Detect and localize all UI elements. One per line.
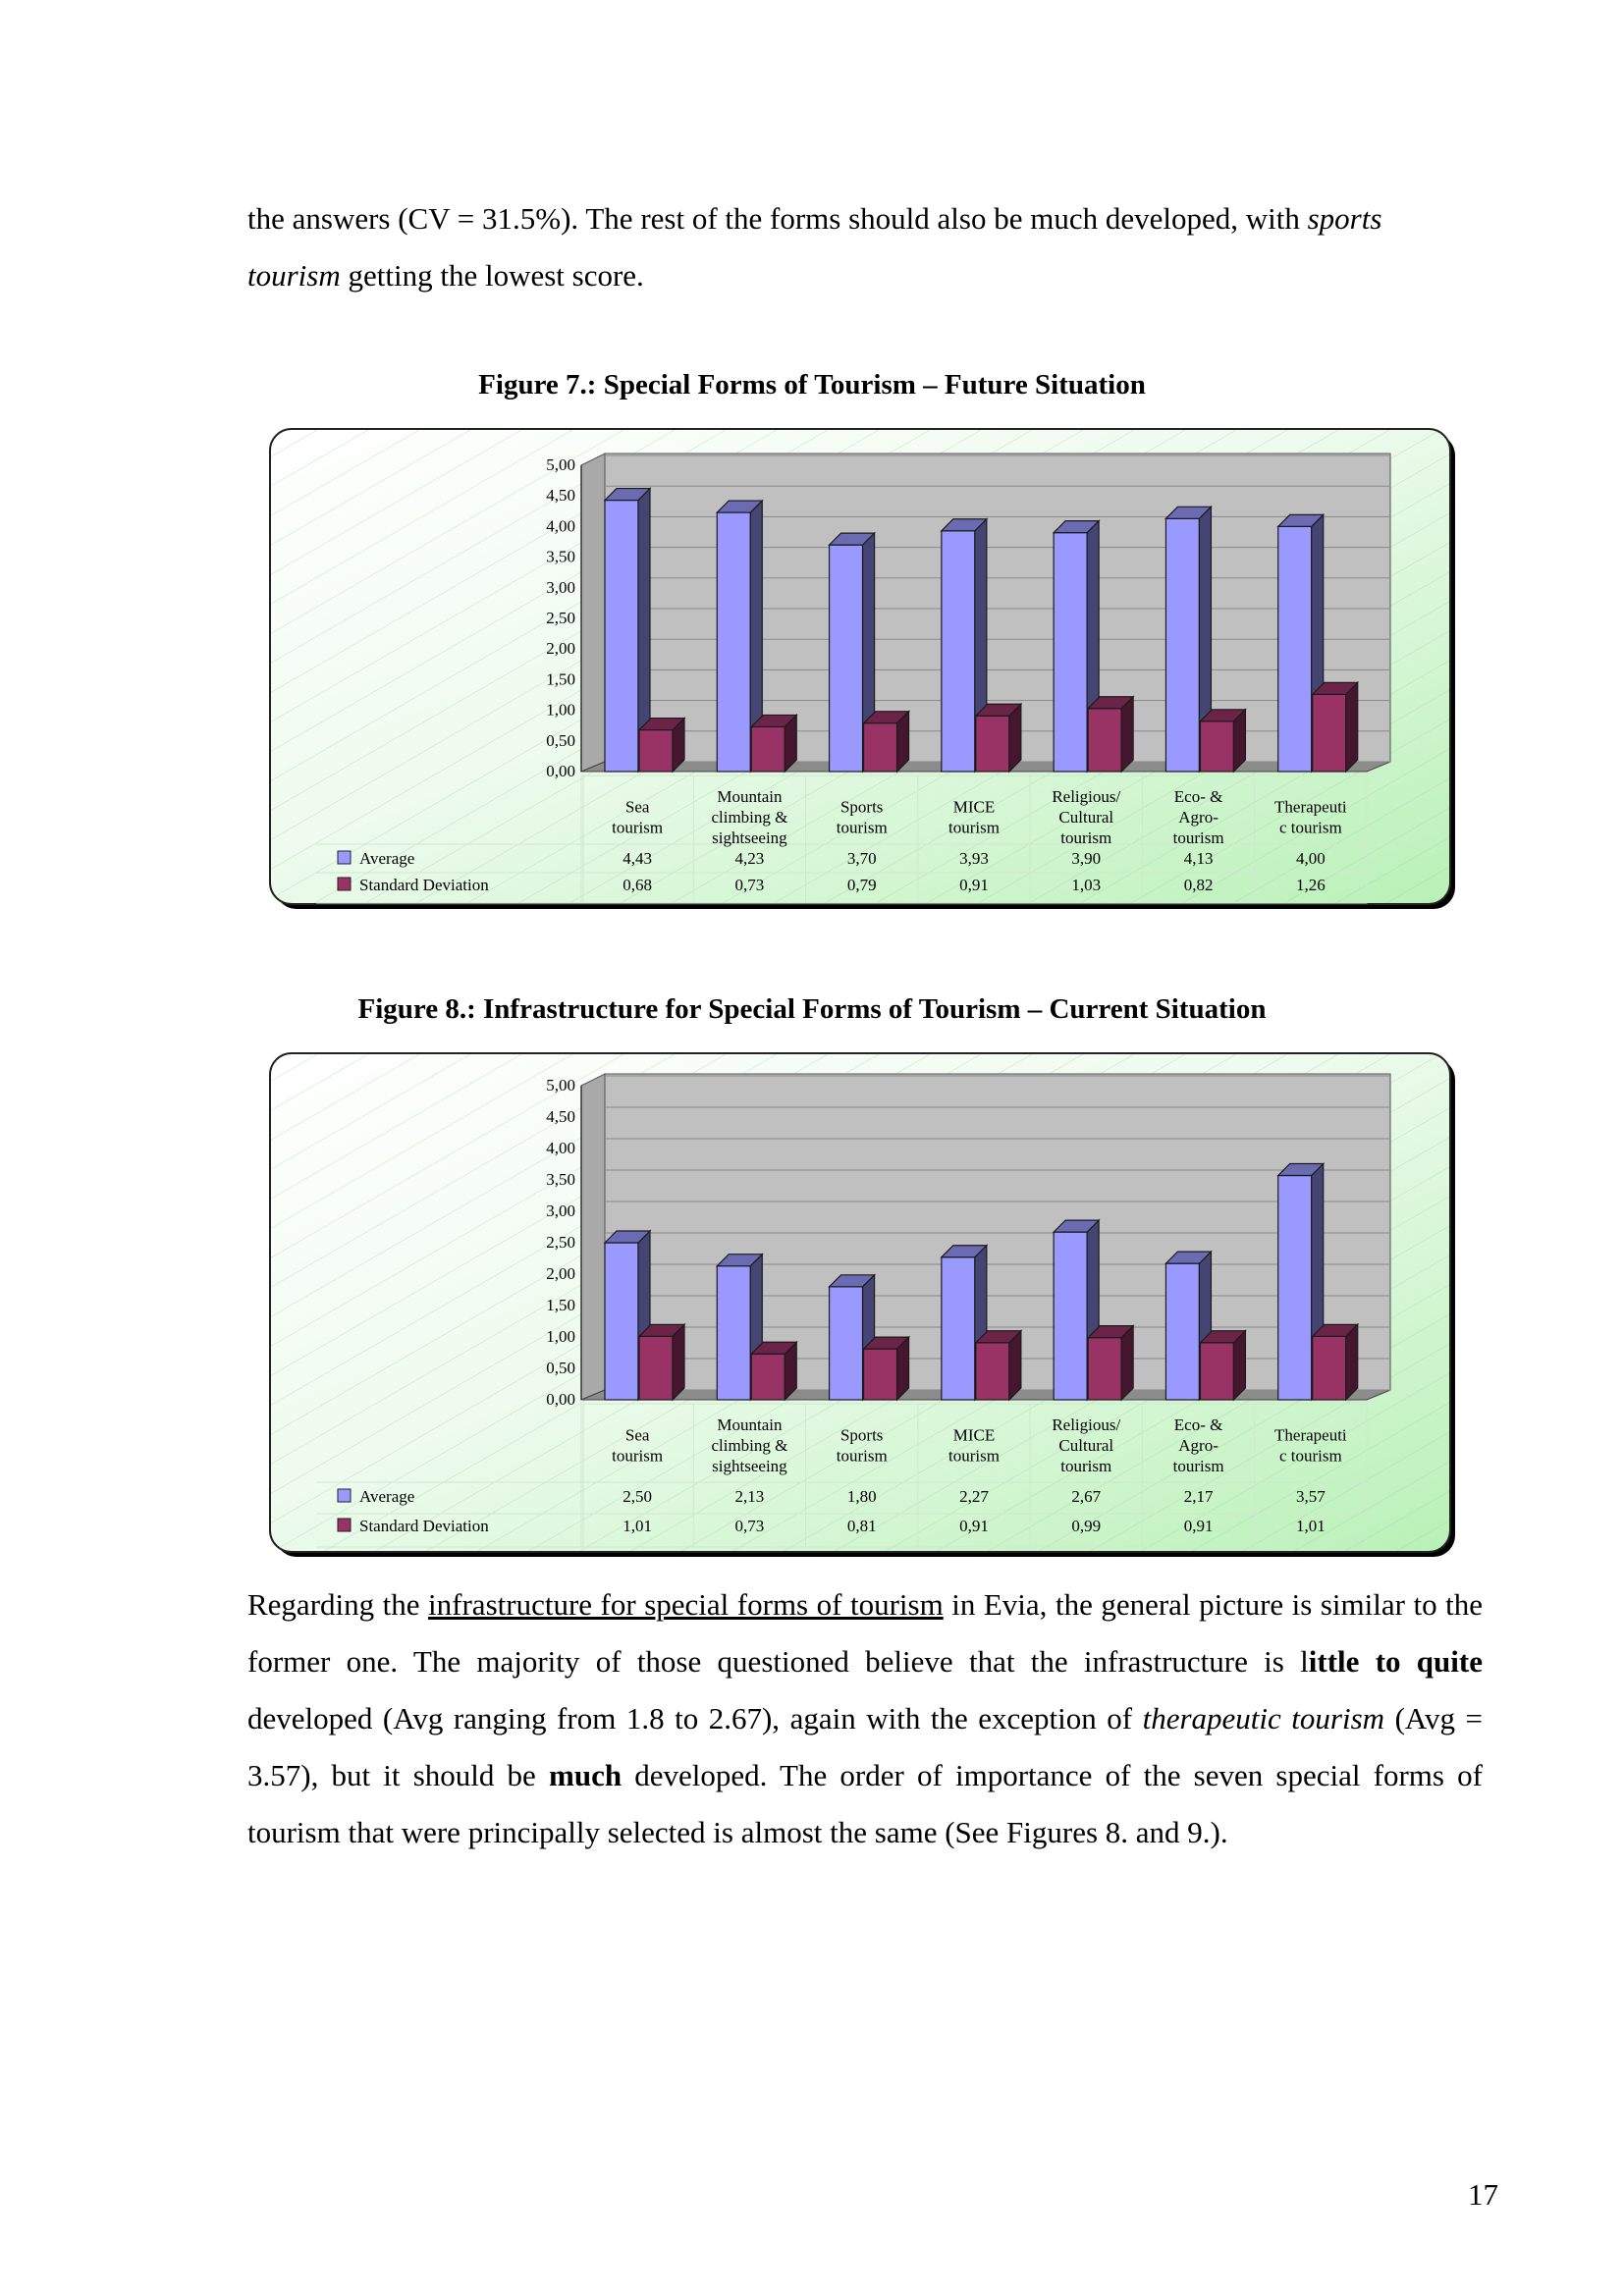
data-table-value: 2,67 — [1071, 1487, 1102, 1506]
data-table-value: 3,93 — [959, 849, 989, 868]
bar-front — [1088, 1338, 1121, 1400]
figure-8-chart — [269, 1052, 1459, 1561]
data-table-value: 4,43 — [623, 849, 653, 868]
y-tick-label: 1,50 — [546, 1296, 575, 1314]
category-label: Mountain — [717, 787, 783, 806]
data-table-value: 3,90 — [1071, 849, 1102, 868]
category-label: tourism — [836, 1446, 888, 1466]
bar-front — [605, 1243, 638, 1400]
bar-stddev-6 — [1200, 710, 1245, 772]
bar-front — [751, 726, 785, 772]
bar-front — [976, 716, 1009, 772]
bar-front — [1278, 526, 1312, 772]
category-label: tourism — [836, 818, 888, 837]
intro-italic-tourism: tourism — [247, 258, 341, 293]
data-table-value: 4,23 — [734, 849, 765, 868]
bar-stddev-4 — [976, 704, 1021, 772]
data-table-value: 0,73 — [734, 1517, 765, 1535]
bar-front — [605, 501, 638, 772]
y-tick-label: 2,00 — [546, 1264, 575, 1283]
y-tick-label: 3,00 — [546, 577, 575, 597]
bar-stddev-5 — [1088, 697, 1133, 772]
bar-front — [1054, 1232, 1087, 1400]
data-table-value: 4,13 — [1183, 849, 1214, 868]
data-table-value: 1,26 — [1295, 876, 1326, 894]
category-label: Eco- & — [1173, 1415, 1223, 1434]
data-table-value: 1,01 — [623, 1517, 653, 1535]
category-label: Therapeuti — [1274, 797, 1347, 817]
bar-side — [1121, 697, 1133, 772]
y-tick-label: 3,50 — [546, 547, 575, 566]
bar-front — [1200, 721, 1233, 772]
y-tick-label: 0,00 — [546, 762, 575, 780]
bar-stddev-1 — [639, 719, 684, 772]
intro-text-1: the answers (CV = 31.5%). The rest of the forms should also be much developed, with — [247, 201, 1308, 236]
category-label: Sea — [624, 1425, 650, 1445]
bar-front — [1313, 1336, 1346, 1400]
plot-side-wall — [581, 454, 605, 772]
y-tick-label: 1,00 — [546, 700, 575, 720]
bar-front — [864, 1349, 897, 1400]
legend-key-average — [338, 851, 351, 864]
data-table-value: 0,91 — [959, 876, 989, 894]
bar-stddev-2 — [751, 1342, 796, 1400]
legend-key-average — [338, 1489, 351, 1502]
data-table-value: 3,70 — [846, 849, 877, 868]
intro-paragraph — [247, 190, 1483, 304]
bar-front — [717, 512, 750, 772]
category-label: MICE — [952, 1425, 996, 1445]
bar-front — [1200, 1343, 1233, 1400]
figure-7-svg — [269, 428, 1459, 913]
category-label: Agro- — [1178, 808, 1218, 827]
y-tick-label: 4,50 — [546, 486, 575, 506]
bar-stddev-2 — [751, 715, 796, 772]
body-text-3: developed (Avg ranging from 1.8 to 2.67), again with the exception of — [247, 1701, 1143, 1735]
y-tick-label: 0,50 — [546, 730, 575, 750]
intro-italic-sports: sports — [1307, 201, 1382, 236]
data-table-value: 3,57 — [1295, 1487, 1326, 1506]
data-table-value: 1,03 — [1071, 876, 1102, 894]
legend-label: Average — [359, 1487, 415, 1506]
bar-front — [751, 1354, 785, 1400]
bar-side — [1346, 682, 1358, 772]
y-tick-label: 4,00 — [546, 516, 575, 536]
data-table-value: 1,01 — [1295, 1517, 1326, 1535]
body-text-2: in Evia, the general picture is similar to the former one. The majority of those questioned believe that the infrastructure is l — [247, 1587, 1483, 1679]
category-label: Sports — [839, 1425, 884, 1445]
bar-front — [830, 545, 863, 772]
data-table-value: 2,27 — [959, 1487, 989, 1506]
category-label: Mountain — [717, 1415, 783, 1434]
category-label: tourism — [948, 1446, 1000, 1466]
bar-side — [1346, 1324, 1358, 1400]
bar-stddev-7 — [1313, 682, 1358, 772]
data-table-value: 1,80 — [846, 1487, 877, 1506]
data-table-value: 0,82 — [1183, 876, 1214, 894]
legend-key-stddev — [338, 1519, 351, 1531]
category-label: Cultural — [1058, 808, 1114, 827]
category-label: tourism — [948, 818, 1000, 837]
figure-7-chart — [269, 428, 1459, 913]
bar-front — [1054, 533, 1087, 772]
category-label: sightseeing — [712, 828, 787, 847]
category-label: tourism — [612, 818, 664, 837]
category-label: tourism — [1060, 828, 1112, 847]
y-tick-label: 4,50 — [546, 1107, 575, 1126]
category-label: Cultural — [1058, 1436, 1114, 1455]
bar-front — [1165, 1263, 1199, 1400]
category-label: Therapeuti — [1274, 1425, 1347, 1445]
data-table-value: 0,91 — [1183, 1517, 1214, 1535]
bar-front — [830, 1287, 863, 1400]
bar-stddev-1 — [639, 1324, 684, 1400]
y-tick-label: 3,00 — [546, 1201, 575, 1220]
y-tick-label: 4,00 — [546, 1139, 575, 1157]
body-text-5: developed. The order of importance of the seven special forms of tourism that were principally selected is almost the same (See Figures 8. and 9.). — [247, 1758, 1483, 1849]
intro-text-2: getting the lowest score. — [340, 258, 644, 293]
y-tick-label: 2,00 — [546, 639, 575, 659]
category-label: c tourism — [1278, 818, 1342, 837]
body-paragraph — [247, 1576, 1483, 1861]
legend-label: Standard Deviation — [359, 1517, 489, 1535]
y-tick-label: 1,50 — [546, 669, 575, 689]
underlined-phrase: infrastructure for special forms of tourism — [428, 1587, 944, 1622]
bar-front — [717, 1266, 750, 1400]
bar-stddev-5 — [1088, 1326, 1133, 1400]
bar-front — [976, 1343, 1009, 1400]
bar-front — [639, 730, 673, 772]
figure-8-svg — [269, 1052, 1459, 1561]
data-table-value: 0,81 — [846, 1517, 877, 1535]
data-table-value: 2,13 — [734, 1487, 765, 1506]
bar-front — [1165, 518, 1199, 772]
bar-stddev-7 — [1313, 1324, 1358, 1400]
category-label: Religious/ — [1052, 1415, 1121, 1434]
bar-stddev-3 — [864, 1337, 909, 1400]
bold-phrase-1: ittle to quite — [1308, 1644, 1483, 1679]
bar-side — [1121, 1326, 1133, 1400]
y-tick-label: 5,00 — [546, 455, 575, 474]
category-label: climbing & — [711, 1436, 788, 1455]
bar-stddev-3 — [864, 712, 909, 772]
y-tick-label: 5,00 — [546, 1076, 575, 1095]
bar-side — [673, 1324, 684, 1400]
figure-7-title: Figure 7.: Special Forms of Tourism – Future Situation — [478, 369, 1146, 400]
bar-front — [1088, 709, 1121, 772]
category-label: MICE — [952, 797, 996, 817]
y-tick-label: 2,50 — [546, 609, 575, 627]
bold-phrase-2: much — [549, 1758, 623, 1792]
bar-front — [942, 1257, 975, 1400]
data-table-value: 2,17 — [1183, 1487, 1214, 1506]
data-table-value: 0,79 — [846, 876, 877, 894]
italic-phrase: therapeutic tourism — [1142, 1701, 1385, 1735]
bar-stddev-6 — [1200, 1331, 1245, 1400]
bar-front — [639, 1336, 673, 1400]
data-table-value: 2,50 — [623, 1487, 653, 1506]
y-tick-label: 3,50 — [546, 1170, 575, 1189]
figure-8-title: Figure 8.: Infrastructure for Special Forms of Tourism – Current Situation — [357, 993, 1267, 1025]
category-label: Religious/ — [1052, 787, 1121, 806]
data-table-value: 0,91 — [959, 1517, 989, 1535]
category-label: tourism — [1172, 1457, 1224, 1475]
data-table-value: 0,68 — [623, 876, 653, 894]
category-label: Agro- — [1178, 1436, 1218, 1455]
body-text-4: (Avg = 3.57), but it should be — [247, 1701, 1483, 1792]
plot-side-wall — [581, 1074, 605, 1400]
category-label: tourism — [1172, 828, 1224, 847]
legend-key-stddev — [338, 878, 351, 890]
category-label: tourism — [1060, 1457, 1112, 1475]
category-label: climbing & — [711, 808, 788, 827]
bar-front — [1278, 1176, 1312, 1400]
category-label: Sports — [839, 797, 884, 817]
legend-label: Average — [359, 849, 415, 868]
y-tick-label: 1,00 — [546, 1327, 575, 1346]
data-table-value: 4,00 — [1295, 849, 1326, 868]
bar-stddev-4 — [976, 1331, 1021, 1400]
y-tick-label: 2,50 — [546, 1233, 575, 1252]
y-tick-label: 0,50 — [546, 1359, 575, 1377]
data-table-value: 0,73 — [734, 876, 765, 894]
category-label: Sea — [624, 797, 650, 817]
category-label: Eco- & — [1173, 787, 1223, 806]
category-label: sightseeing — [712, 1457, 787, 1475]
body-text-1: Regarding the — [247, 1587, 429, 1622]
category-label: c tourism — [1278, 1446, 1342, 1466]
bar-front — [942, 531, 975, 772]
page-number: 17 — [1468, 2177, 1498, 2212]
bar-front — [864, 723, 897, 772]
category-label: tourism — [612, 1446, 664, 1466]
y-tick-label: 0,00 — [546, 1390, 575, 1409]
bar-front — [1313, 694, 1346, 772]
data-table-value: 0,99 — [1071, 1517, 1102, 1535]
legend-label: Standard Deviation — [359, 876, 489, 894]
